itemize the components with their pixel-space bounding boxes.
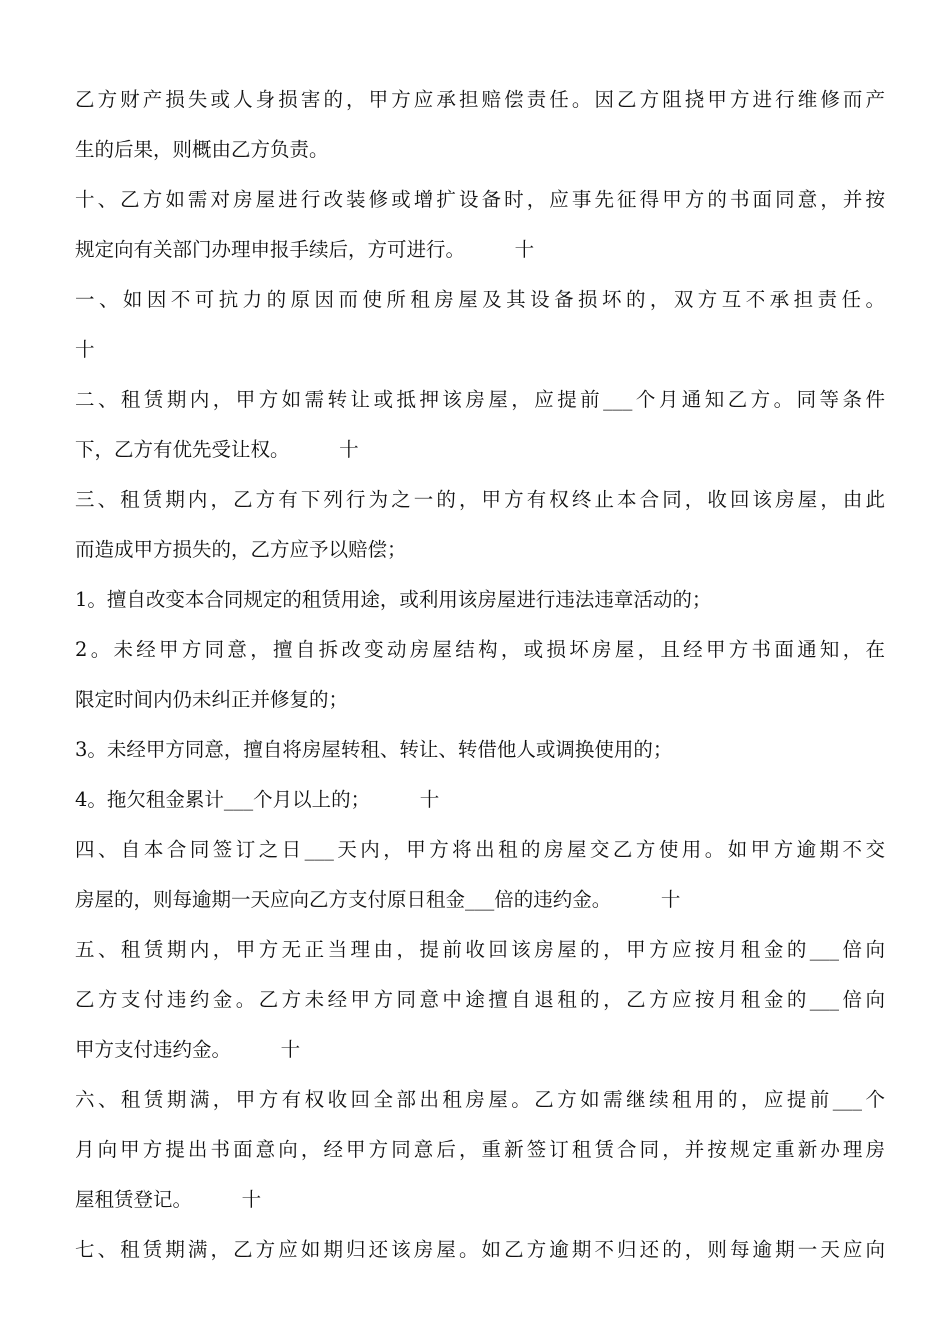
text-line: 乙方财产损失或人身损害的，甲方应承担赔偿责任。因乙方阻挠甲方进行维修而产	[75, 88, 885, 111]
text-line: 限定时间内仍未纠正并修复的；	[75, 688, 349, 711]
text-line: 月向甲方提出书面意向，经甲方同意后，重新签订租赁合同，并按规定重新办理房	[75, 1138, 885, 1161]
text-line: 一、如因不可抗力的原因而使所租房屋及其设备损坏的，双方互不承担责任。	[75, 288, 885, 311]
text-line: 而造成甲方损失的，乙方应予以赔偿；	[75, 538, 407, 561]
text-line: 规定向有关部门办理申报手续后，方可进行。 十	[75, 238, 535, 261]
text-line: 屋租赁登记。 十	[75, 1188, 262, 1211]
text-line: 乙方支付违约金。乙方未经甲方同意中途擅自退租的，乙方应按月租金的___倍向	[75, 988, 885, 1011]
text-line: 四、自本合同签订之日___天内，甲方将出租的房屋交乙方使用。如甲方逾期不交	[75, 838, 885, 861]
text-line: 二、租赁期内，甲方如需转让或抵押该房屋，应提前___个月通知乙方。同等条件	[75, 388, 885, 411]
text-line: 生的后果，则概由乙方负责。	[75, 138, 329, 161]
text-line: 房屋的，则每逾期一天应向乙方支付原日租金___倍的违约金。 十	[75, 888, 681, 911]
text-line: 十、乙方如需对房屋进行改装修或增扩设备时，应事先征得甲方的书面同意，并按	[75, 188, 885, 211]
text-line: 2。未经甲方同意，擅自拆改变动房屋结构，或损坏房屋，且经甲方书面通知，在	[75, 638, 885, 661]
text-line: 甲方支付违约金。 十	[75, 1038, 301, 1061]
text-line: 1。擅自改变本合同规定的租赁用途，或利用该房屋进行违法违章活动的；	[75, 588, 712, 611]
text-line: 4。拖欠租金累计___个月以上的； 十	[75, 788, 440, 811]
text-line: 下，乙方有优先受让权。 十	[75, 438, 359, 461]
text-line: 十	[75, 338, 95, 361]
text-line: 七、租赁期满，乙方应如期归还该房屋。如乙方逾期不归还的，则每逾期一天应向	[75, 1238, 885, 1261]
text-line: 五、租赁期内，甲方无正当理由，提前收回该房屋的，甲方应按月租金的___倍向	[75, 938, 885, 961]
text-line: 3。未经甲方同意，擅自将房屋转租、转让、转借他人或调换使用的；	[75, 738, 673, 761]
text-line: 三、租赁期内，乙方有下列行为之一的，甲方有权终止本合同，收回该房屋，由此	[75, 488, 885, 511]
text-line: 六、租赁期满，甲方有权收回全部出租房屋。乙方如需继续租用的，应提前___个	[75, 1088, 885, 1111]
